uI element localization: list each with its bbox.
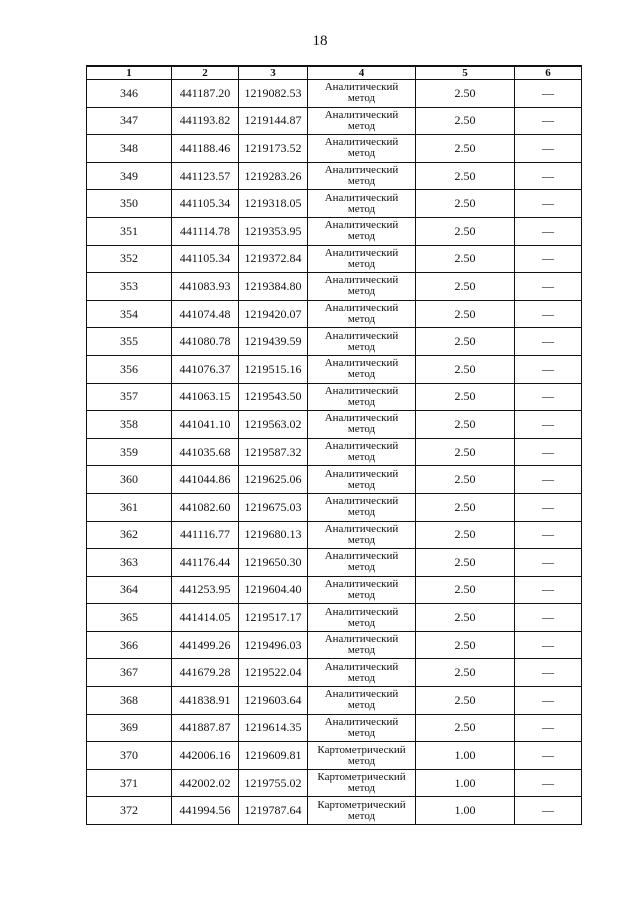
accuracy-cell: 2.50	[416, 549, 515, 577]
x-coordinate-cell: 441187.20	[172, 80, 239, 108]
accuracy-cell: 2.50	[416, 687, 515, 715]
point-number-cell: 350	[87, 190, 172, 218]
coordinates-table	[86, 65, 582, 825]
method-text-line: метод	[347, 671, 376, 684]
table-row	[87, 797, 582, 825]
method-text-line: Аналитический	[324, 715, 399, 728]
column-header: 4	[308, 66, 416, 80]
y-coordinate-cell: 1219372.84	[239, 245, 308, 273]
y-coordinate-cell: 1219420.07	[239, 300, 308, 328]
point-number-cell: 363	[87, 549, 172, 577]
method-cell	[308, 107, 416, 135]
point-number-cell: 353	[87, 273, 172, 301]
method-text-line: Аналитический	[324, 108, 399, 121]
x-coordinate-cell: 441035.68	[172, 438, 239, 466]
method-text-line: метод	[347, 368, 376, 381]
note-cell: —	[515, 769, 582, 797]
point-number-cell: 372	[87, 797, 172, 825]
x-coordinate-cell: 441074.48	[172, 300, 239, 328]
method-text-line: Аналитический	[324, 136, 399, 149]
column-header: 2	[172, 66, 239, 80]
y-coordinate-cell: 1219283.26	[239, 162, 308, 190]
x-coordinate-cell: 441253.95	[172, 576, 239, 604]
method-text-line: Аналитический	[324, 660, 399, 673]
method-text-line: метод	[347, 202, 376, 215]
note-cell: —	[515, 521, 582, 549]
note-cell: —	[515, 383, 582, 411]
method-text-line: метод	[347, 175, 376, 188]
x-coordinate-cell: 441188.46	[172, 135, 239, 163]
accuracy-cell: 2.50	[416, 107, 515, 135]
table-row	[87, 631, 582, 659]
method-text-line: Аналитический	[324, 164, 399, 177]
method-cell	[308, 217, 416, 245]
x-coordinate-cell: 441414.05	[172, 604, 239, 632]
table-row	[87, 493, 582, 521]
x-coordinate-cell: 441082.60	[172, 493, 239, 521]
method-text-line: Аналитический	[324, 219, 399, 232]
accuracy-cell: 1.00	[416, 797, 515, 825]
method-cell	[308, 438, 416, 466]
point-number-cell: 358	[87, 411, 172, 439]
note-cell: —	[515, 107, 582, 135]
x-coordinate-cell: 441116.77	[172, 521, 239, 549]
y-coordinate-cell: 1219144.87	[239, 107, 308, 135]
x-coordinate-cell: 441838.91	[172, 687, 239, 715]
method-cell	[308, 769, 416, 797]
method-text-line: метод	[347, 230, 376, 243]
note-cell: —	[515, 549, 582, 577]
table-row	[87, 466, 582, 494]
method-text-line: Аналитический	[324, 550, 399, 563]
method-text-line: Аналитический	[324, 467, 399, 480]
method-cell	[308, 135, 416, 163]
method-text-line: метод	[347, 809, 376, 822]
method-cell	[308, 631, 416, 659]
accuracy-cell: 1.00	[416, 769, 515, 797]
method-cell	[308, 162, 416, 190]
accuracy-cell: 2.50	[416, 217, 515, 245]
method-cell	[308, 521, 416, 549]
note-cell: —	[515, 162, 582, 190]
note-cell: —	[515, 438, 582, 466]
method-cell	[308, 797, 416, 825]
method-text-line: Аналитический	[324, 329, 399, 342]
y-coordinate-cell: 1219082.53	[239, 80, 308, 108]
accuracy-cell: 2.50	[416, 355, 515, 383]
accuracy-cell: 2.50	[416, 493, 515, 521]
note-cell: —	[515, 411, 582, 439]
y-coordinate-cell: 1219614.35	[239, 714, 308, 742]
table-row	[87, 714, 582, 742]
y-coordinate-cell: 1219543.50	[239, 383, 308, 411]
accuracy-cell: 2.50	[416, 162, 515, 190]
note-cell: —	[515, 631, 582, 659]
accuracy-cell: 2.50	[416, 135, 515, 163]
method-cell	[308, 687, 416, 715]
method-cell	[308, 411, 416, 439]
accuracy-cell: 2.50	[416, 245, 515, 273]
accuracy-cell: 2.50	[416, 604, 515, 632]
point-number-cell: 355	[87, 328, 172, 356]
method-cell	[308, 576, 416, 604]
accuracy-cell: 2.50	[416, 273, 515, 301]
method-text-line: Аналитический	[324, 191, 399, 204]
x-coordinate-cell: 441105.34	[172, 190, 239, 218]
y-coordinate-cell: 1219680.13	[239, 521, 308, 549]
y-coordinate-cell: 1219650.30	[239, 549, 308, 577]
point-number-cell: 354	[87, 300, 172, 328]
point-number-cell: 365	[87, 604, 172, 632]
x-coordinate-cell: 441176.44	[172, 549, 239, 577]
note-cell: —	[515, 576, 582, 604]
method-text-line: метод	[347, 257, 376, 270]
x-coordinate-cell: 442002.02	[172, 769, 239, 797]
y-coordinate-cell: 1219173.52	[239, 135, 308, 163]
method-text-line: метод	[347, 726, 376, 739]
point-number-cell: 357	[87, 383, 172, 411]
method-cell	[308, 80, 416, 108]
accuracy-cell: 2.50	[416, 328, 515, 356]
table-body	[87, 80, 582, 825]
y-coordinate-cell: 1219675.03	[239, 493, 308, 521]
column-header: 6	[515, 66, 582, 80]
table-row	[87, 576, 582, 604]
method-text-line: Аналитический	[324, 577, 399, 590]
method-cell	[308, 604, 416, 632]
method-text-line: метод	[347, 754, 376, 767]
y-coordinate-cell: 1219755.02	[239, 769, 308, 797]
table-row	[87, 217, 582, 245]
method-text-line: Аналитический	[324, 440, 399, 453]
note-cell: —	[515, 300, 582, 328]
note-cell: —	[515, 493, 582, 521]
table-row	[87, 383, 582, 411]
method-text-line: Аналитический	[324, 384, 399, 397]
method-cell	[308, 549, 416, 577]
method-text-line: Аналитический	[324, 81, 399, 94]
method-text-line: метод	[347, 699, 376, 712]
note-cell: —	[515, 190, 582, 218]
point-number-cell: 364	[87, 576, 172, 604]
y-coordinate-cell: 1219515.16	[239, 355, 308, 383]
table-row	[87, 162, 582, 190]
x-coordinate-cell: 441499.26	[172, 631, 239, 659]
method-text-line: метод	[347, 92, 376, 105]
method-text-line: Аналитический	[324, 495, 399, 508]
method-text-line: метод	[347, 644, 376, 657]
accuracy-cell: 2.50	[416, 438, 515, 466]
point-number-cell: 362	[87, 521, 172, 549]
note-cell: —	[515, 604, 582, 632]
accuracy-cell: 2.50	[416, 466, 515, 494]
y-coordinate-cell: 1219563.02	[239, 411, 308, 439]
table-row	[87, 769, 582, 797]
y-coordinate-cell: 1219787.64	[239, 797, 308, 825]
x-coordinate-cell: 441887.87	[172, 714, 239, 742]
note-cell: —	[515, 328, 582, 356]
accuracy-cell: 2.50	[416, 659, 515, 687]
accuracy-cell: 1.00	[416, 742, 515, 770]
column-header: 3	[239, 66, 308, 80]
table-row	[87, 549, 582, 577]
method-text-line: метод	[347, 423, 376, 436]
y-coordinate-cell: 1219353.95	[239, 217, 308, 245]
point-number-cell: 356	[87, 355, 172, 383]
method-text-line: метод	[347, 533, 376, 546]
x-coordinate-cell: 441123.57	[172, 162, 239, 190]
y-coordinate-cell: 1219625.06	[239, 466, 308, 494]
method-cell	[308, 493, 416, 521]
point-number-cell: 352	[87, 245, 172, 273]
column-header: 1	[87, 66, 172, 80]
accuracy-cell: 2.50	[416, 576, 515, 604]
table-row	[87, 300, 582, 328]
point-number-cell: 369	[87, 714, 172, 742]
note-cell: —	[515, 659, 582, 687]
point-number-cell: 347	[87, 107, 172, 135]
point-number-cell: 368	[87, 687, 172, 715]
method-cell	[308, 383, 416, 411]
note-cell: —	[515, 273, 582, 301]
y-coordinate-cell: 1219496.03	[239, 631, 308, 659]
point-number-cell: 346	[87, 80, 172, 108]
y-coordinate-cell: 1219587.32	[239, 438, 308, 466]
method-cell	[308, 300, 416, 328]
method-cell	[308, 714, 416, 742]
x-coordinate-cell: 441041.10	[172, 411, 239, 439]
point-number-cell: 351	[87, 217, 172, 245]
method-text-line: Аналитический	[324, 522, 399, 535]
note-cell: —	[515, 355, 582, 383]
method-text-line: Картометрический	[317, 771, 406, 784]
table-row	[87, 521, 582, 549]
note-cell: —	[515, 714, 582, 742]
table-row	[87, 355, 582, 383]
table-row	[87, 742, 582, 770]
y-coordinate-cell: 1219609.81	[239, 742, 308, 770]
note-cell: —	[515, 135, 582, 163]
method-text-line: метод	[347, 782, 376, 795]
note-cell: —	[515, 742, 582, 770]
x-coordinate-cell: 441080.78	[172, 328, 239, 356]
method-cell	[308, 190, 416, 218]
note-cell: —	[515, 80, 582, 108]
method-cell	[308, 273, 416, 301]
table-row	[87, 245, 582, 273]
accuracy-cell: 2.50	[416, 714, 515, 742]
note-cell: —	[515, 466, 582, 494]
accuracy-cell: 2.50	[416, 631, 515, 659]
method-text-line: метод	[347, 451, 376, 464]
x-coordinate-cell: 441105.34	[172, 245, 239, 273]
x-coordinate-cell: 441193.82	[172, 107, 239, 135]
table-row	[87, 80, 582, 108]
x-coordinate-cell: 441076.37	[172, 355, 239, 383]
table-row	[87, 107, 582, 135]
accuracy-cell: 2.50	[416, 300, 515, 328]
method-cell	[308, 245, 416, 273]
method-text-line: Аналитический	[324, 605, 399, 618]
method-text-line: метод	[347, 395, 376, 408]
x-coordinate-cell: 442006.16	[172, 742, 239, 770]
table-header-row	[87, 66, 582, 80]
method-text-line: Аналитический	[324, 302, 399, 315]
point-number-cell: 349	[87, 162, 172, 190]
method-text-line: Картометрический	[317, 743, 406, 756]
point-number-cell: 360	[87, 466, 172, 494]
method-text-line: Аналитический	[324, 412, 399, 425]
point-number-cell: 366	[87, 631, 172, 659]
method-cell	[308, 355, 416, 383]
method-text-line: Аналитический	[324, 633, 399, 646]
y-coordinate-cell: 1219439.59	[239, 328, 308, 356]
point-number-cell: 359	[87, 438, 172, 466]
table-row	[87, 190, 582, 218]
method-cell	[308, 742, 416, 770]
x-coordinate-cell: 441994.56	[172, 797, 239, 825]
accuracy-cell: 2.50	[416, 383, 515, 411]
method-text-line: Аналитический	[324, 274, 399, 287]
point-number-cell: 367	[87, 659, 172, 687]
x-coordinate-cell: 441063.15	[172, 383, 239, 411]
point-number-cell: 370	[87, 742, 172, 770]
table-row	[87, 659, 582, 687]
y-coordinate-cell: 1219517.17	[239, 604, 308, 632]
x-coordinate-cell: 441083.93	[172, 273, 239, 301]
method-text-line: метод	[347, 506, 376, 519]
note-cell: —	[515, 797, 582, 825]
method-text-line: Аналитический	[324, 357, 399, 370]
table-row	[87, 328, 582, 356]
accuracy-cell: 2.50	[416, 190, 515, 218]
method-cell	[308, 466, 416, 494]
method-text-line: Картометрический	[317, 798, 406, 811]
method-text-line: метод	[347, 561, 376, 574]
table-row	[87, 687, 582, 715]
y-coordinate-cell: 1219604.40	[239, 576, 308, 604]
note-cell: —	[515, 245, 582, 273]
method-text-line: Аналитический	[324, 246, 399, 259]
y-coordinate-cell: 1219522.04	[239, 659, 308, 687]
method-text-line: метод	[347, 340, 376, 353]
method-text-line: метод	[347, 478, 376, 491]
x-coordinate-cell: 441044.86	[172, 466, 239, 494]
accuracy-cell: 2.50	[416, 521, 515, 549]
y-coordinate-cell: 1219318.05	[239, 190, 308, 218]
accuracy-cell: 2.50	[416, 411, 515, 439]
table-row	[87, 273, 582, 301]
table-row	[87, 604, 582, 632]
method-text-line: метод	[347, 285, 376, 298]
note-cell: —	[515, 217, 582, 245]
x-coordinate-cell: 441114.78	[172, 217, 239, 245]
accuracy-cell: 2.50	[416, 80, 515, 108]
method-text-line: метод	[347, 147, 376, 160]
method-cell	[308, 328, 416, 356]
method-text-line: метод	[347, 119, 376, 132]
method-text-line: метод	[347, 313, 376, 326]
x-coordinate-cell: 441679.28	[172, 659, 239, 687]
method-cell	[308, 659, 416, 687]
table-row	[87, 438, 582, 466]
page-number: 18	[312, 33, 328, 49]
method-text-line: Аналитический	[324, 688, 399, 701]
y-coordinate-cell: 1219603.64	[239, 687, 308, 715]
point-number-cell: 348	[87, 135, 172, 163]
column-header: 5	[416, 66, 515, 80]
point-number-cell: 361	[87, 493, 172, 521]
note-cell: —	[515, 687, 582, 715]
point-number-cell: 371	[87, 769, 172, 797]
y-coordinate-cell: 1219384.80	[239, 273, 308, 301]
method-text-line: метод	[347, 616, 376, 629]
table-row	[87, 411, 582, 439]
method-text-line: метод	[347, 588, 376, 601]
table-row	[87, 135, 582, 163]
